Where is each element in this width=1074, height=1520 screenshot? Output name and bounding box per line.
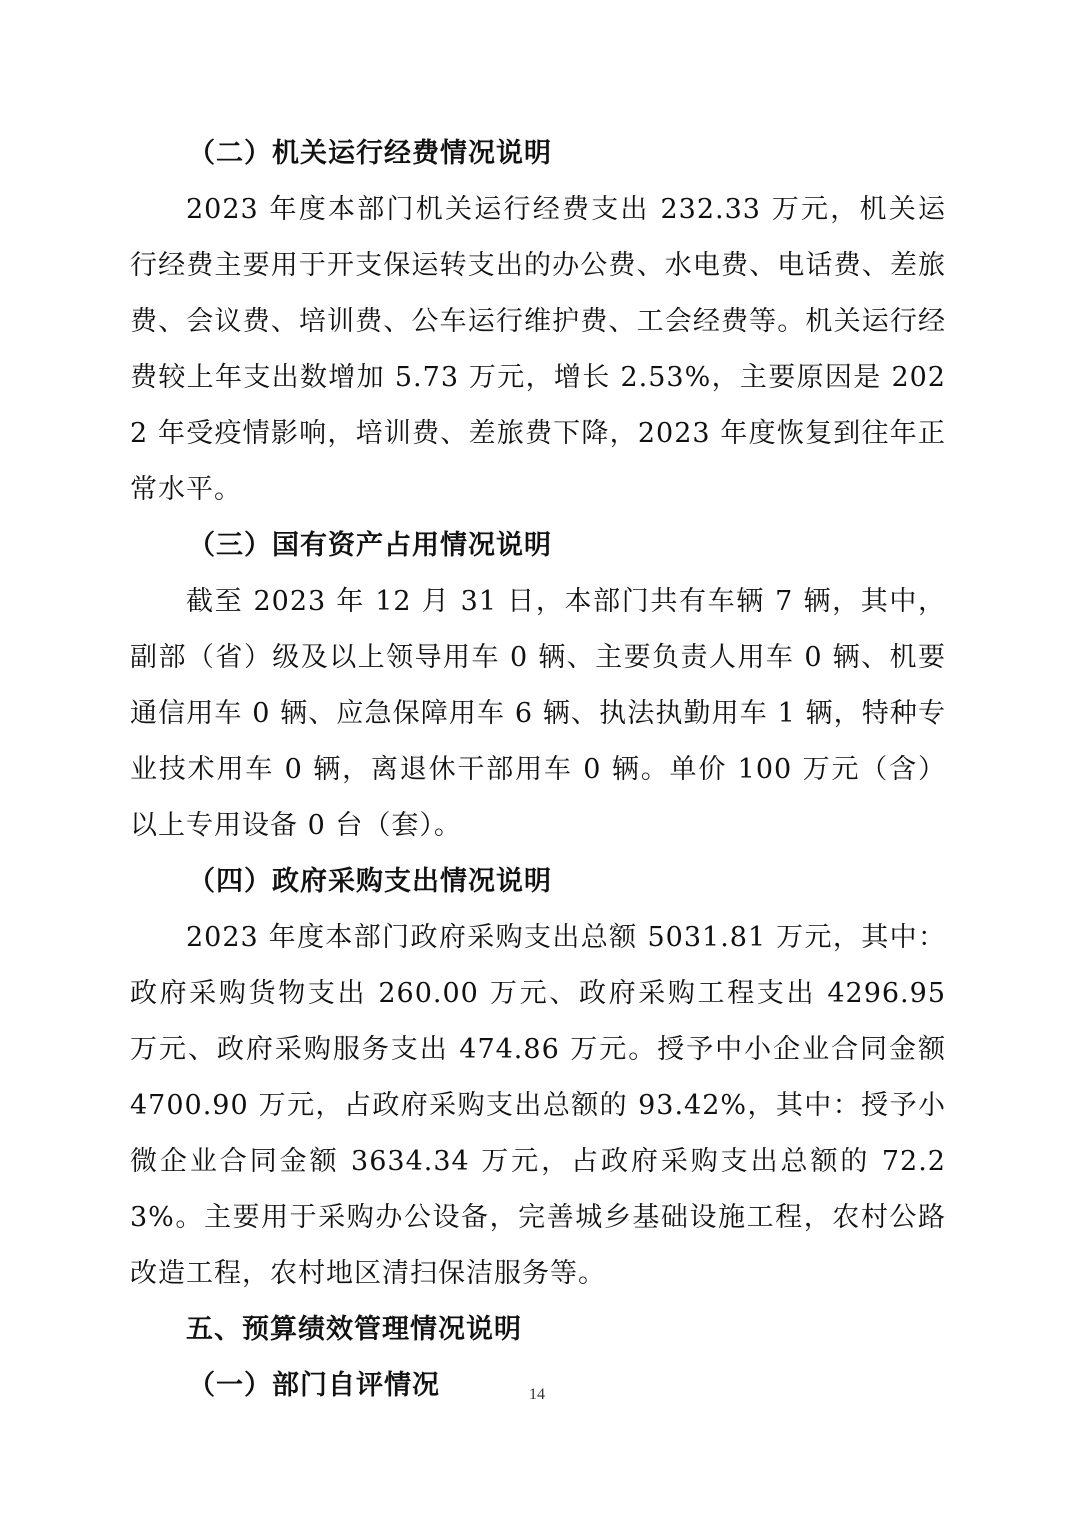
heading-department-self-evaluation: （一）部门自评情况 <box>188 1370 440 1401</box>
paragraph-state-assets: 截至 2023 年 12 月 31 日，本部门共有车辆 7 辆，其中，副部（省）级及以上领导用车 0 辆、主要负责人用车 0 辆、机要通信用车 0 辆、应急保障用车 6 辆、执法执勤用车 1 辆，特种专业技术用车 0 辆，离退休干部用车 0 辆。单价 100 万元（含）以上专用设备 0 台（套）。 <box>130 586 946 841</box>
heading-performance-management: 五、预算绩效管理情况说明 <box>186 1314 522 1345</box>
page-number: 14 <box>529 1386 545 1403</box>
heading-operating-expenses: （二）机关运行经费情况说明 <box>188 138 552 169</box>
paragraph-government-procurement: 2023 年度本部门政府采购支出总额 5031.81 万元，其中：政府采购货物支出 260.00 万元、政府采购工程支出 4296.95 万元、政府采购服务支出 474.86 万元。授予中小企业合同金额 4700.90 万元，占政府采购支出总额的 93.42%，其中：授予小微企业合同金额 3634.34 万元，占政府采购支出总额的 72.23%。主要用于采购办公设备，完善城乡基础设施工程，农村公路改造工程，农村地区清扫保洁服务等。 <box>130 922 946 1289</box>
paragraph-operating-expenses: 2023 年度本部门机关运行经费支出 232.33 万元，机关运行经费主要用于开支保运转支出的办公费、水电费、电话费、差旅费、会议费、培训费、公车运行维护费、工会经费等。机关运行经费较上年支出数增加 5.73 万元，增长 2.53%，主要原因是 2022 年受疫情影响，培训费、差旅费下降，2023 年度恢复到往年正常水平。 <box>130 194 946 505</box>
page-content <box>130 126 946 1414</box>
heading-government-procurement: （四）政府采购支出情况说明 <box>188 866 552 897</box>
heading-state-assets: （三）国有资产占用情况说明 <box>188 530 552 561</box>
